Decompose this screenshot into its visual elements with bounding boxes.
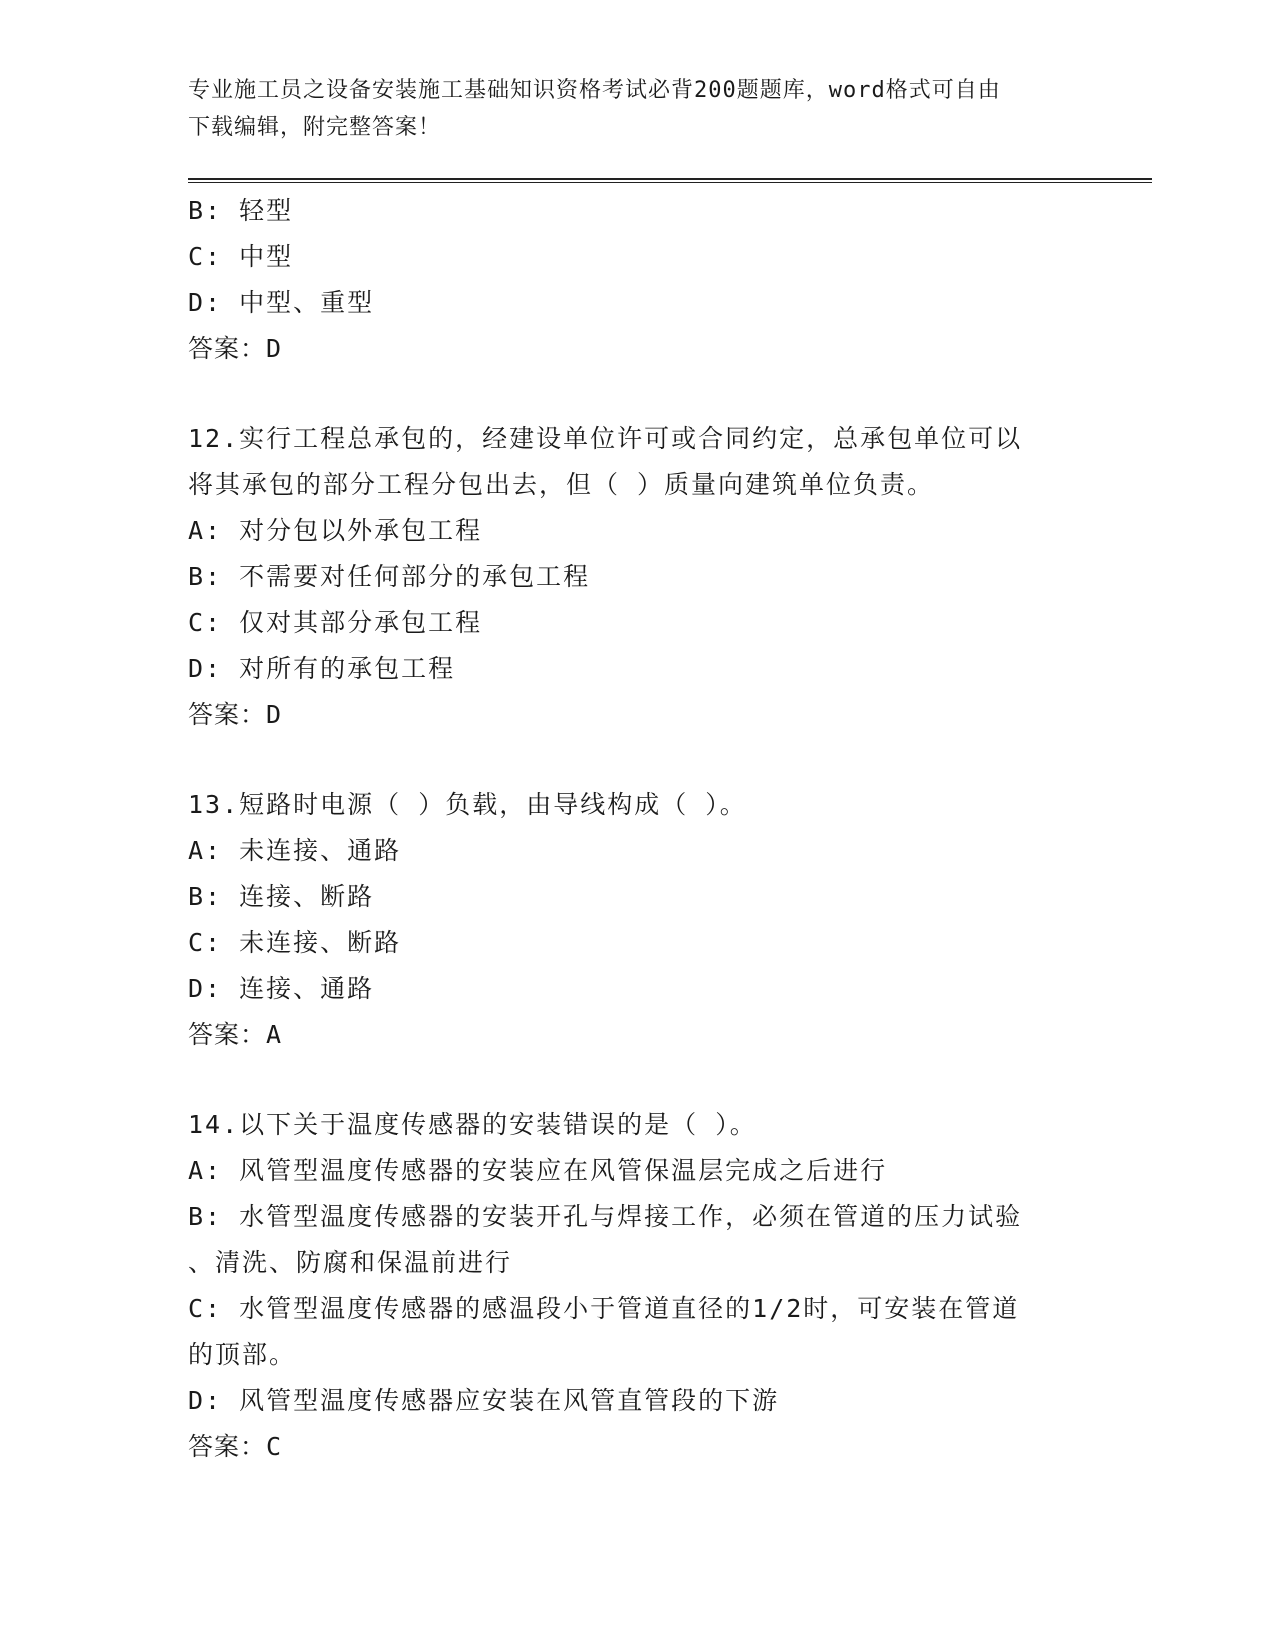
- q12-option-c: C: 仅对其部分承包工程: [188, 608, 483, 637]
- q14-option-c-line-1: C: 水管型温度传感器的感温段小于管道直径的1/2时，可安装在管道: [188, 1294, 1020, 1323]
- q11-option-c: C: 中型: [188, 242, 294, 271]
- question-14: [188, 1102, 1088, 1470]
- question-gap: [188, 372, 1088, 416]
- q14-answer-label: 答案：: [188, 1432, 267, 1461]
- q12-answer: [188, 692, 1088, 738]
- q13-answer-label: 答案：: [188, 1020, 267, 1049]
- q11-option-d: D: 中型、重型: [188, 288, 375, 317]
- q13-stem-line-1: 13.短路时电源（ ）负载，由导线构成（ ）。: [188, 790, 747, 819]
- q13-answer-value: A: [266, 1020, 283, 1049]
- q12-option-a: A: 对分包以外承包工程: [188, 516, 483, 545]
- question-11: [188, 188, 1088, 372]
- q11-answer-label: 答案：: [188, 334, 267, 363]
- q14-option-c-line-2: 的顶部。: [188, 1340, 297, 1369]
- q14-stem-line-1: 14.以下关于温度传感器的安装错误的是（ ）。: [188, 1110, 757, 1139]
- q12-answer-label: 答案：: [188, 700, 267, 729]
- q14-option-a: A: 风管型温度传感器的安装应在风管保温层完成之后进行: [188, 1156, 888, 1185]
- header-line-1: 专业施工员之设备安装施工基础知识资格考试必背200题题库，word格式可自由: [188, 78, 1001, 103]
- q14-option-b-line-1: B: 水管型温度传感器的安装开孔与焊接工作，必须在管道的压力试验: [188, 1202, 1023, 1231]
- header-divider-thick: [188, 178, 1152, 180]
- q13-option-d: D: 连接、通路: [188, 974, 375, 1003]
- q14-option-b-line-2: 、清洗、防腐和保温前进行: [188, 1248, 513, 1277]
- q11-answer: [188, 326, 1088, 372]
- question-12: [188, 416, 1088, 738]
- q13-option-a: A: 未连接、通路: [188, 836, 402, 865]
- question-gap: [188, 738, 1088, 782]
- header-divider-thin: [188, 182, 1152, 183]
- q12-option-d: D: 对所有的承包工程: [188, 654, 456, 683]
- q13-answer: [188, 1012, 1088, 1058]
- q12-stem-line-2: 将其承包的部分工程分包出去，但（ ）质量向建筑单位负责。: [188, 470, 935, 499]
- question-list: [188, 188, 1088, 1470]
- header-line-2: 下载编辑，附完整答案！: [188, 115, 442, 140]
- question-gap: [188, 1058, 1088, 1102]
- q14-answer: [188, 1424, 1088, 1470]
- q12-answer-value: D: [266, 700, 283, 729]
- question-13: [188, 782, 1088, 1058]
- q11-option-b: B: 轻型: [188, 196, 294, 225]
- document-header: [188, 72, 1088, 146]
- q12-option-b: B: 不需要对任何部分的承包工程: [188, 562, 591, 591]
- q13-option-c: C: 未连接、断路: [188, 928, 402, 957]
- q12-stem-line-1: 12.实行工程总承包的，经建设单位许可或合同约定，总承包单位可以: [188, 424, 1023, 453]
- q11-answer-value: D: [266, 334, 283, 363]
- q14-option-d: D: 风管型温度传感器应安装在风管直管段的下游: [188, 1386, 780, 1415]
- q14-answer-value: C: [266, 1432, 283, 1461]
- q13-option-b: B: 连接、断路: [188, 882, 375, 911]
